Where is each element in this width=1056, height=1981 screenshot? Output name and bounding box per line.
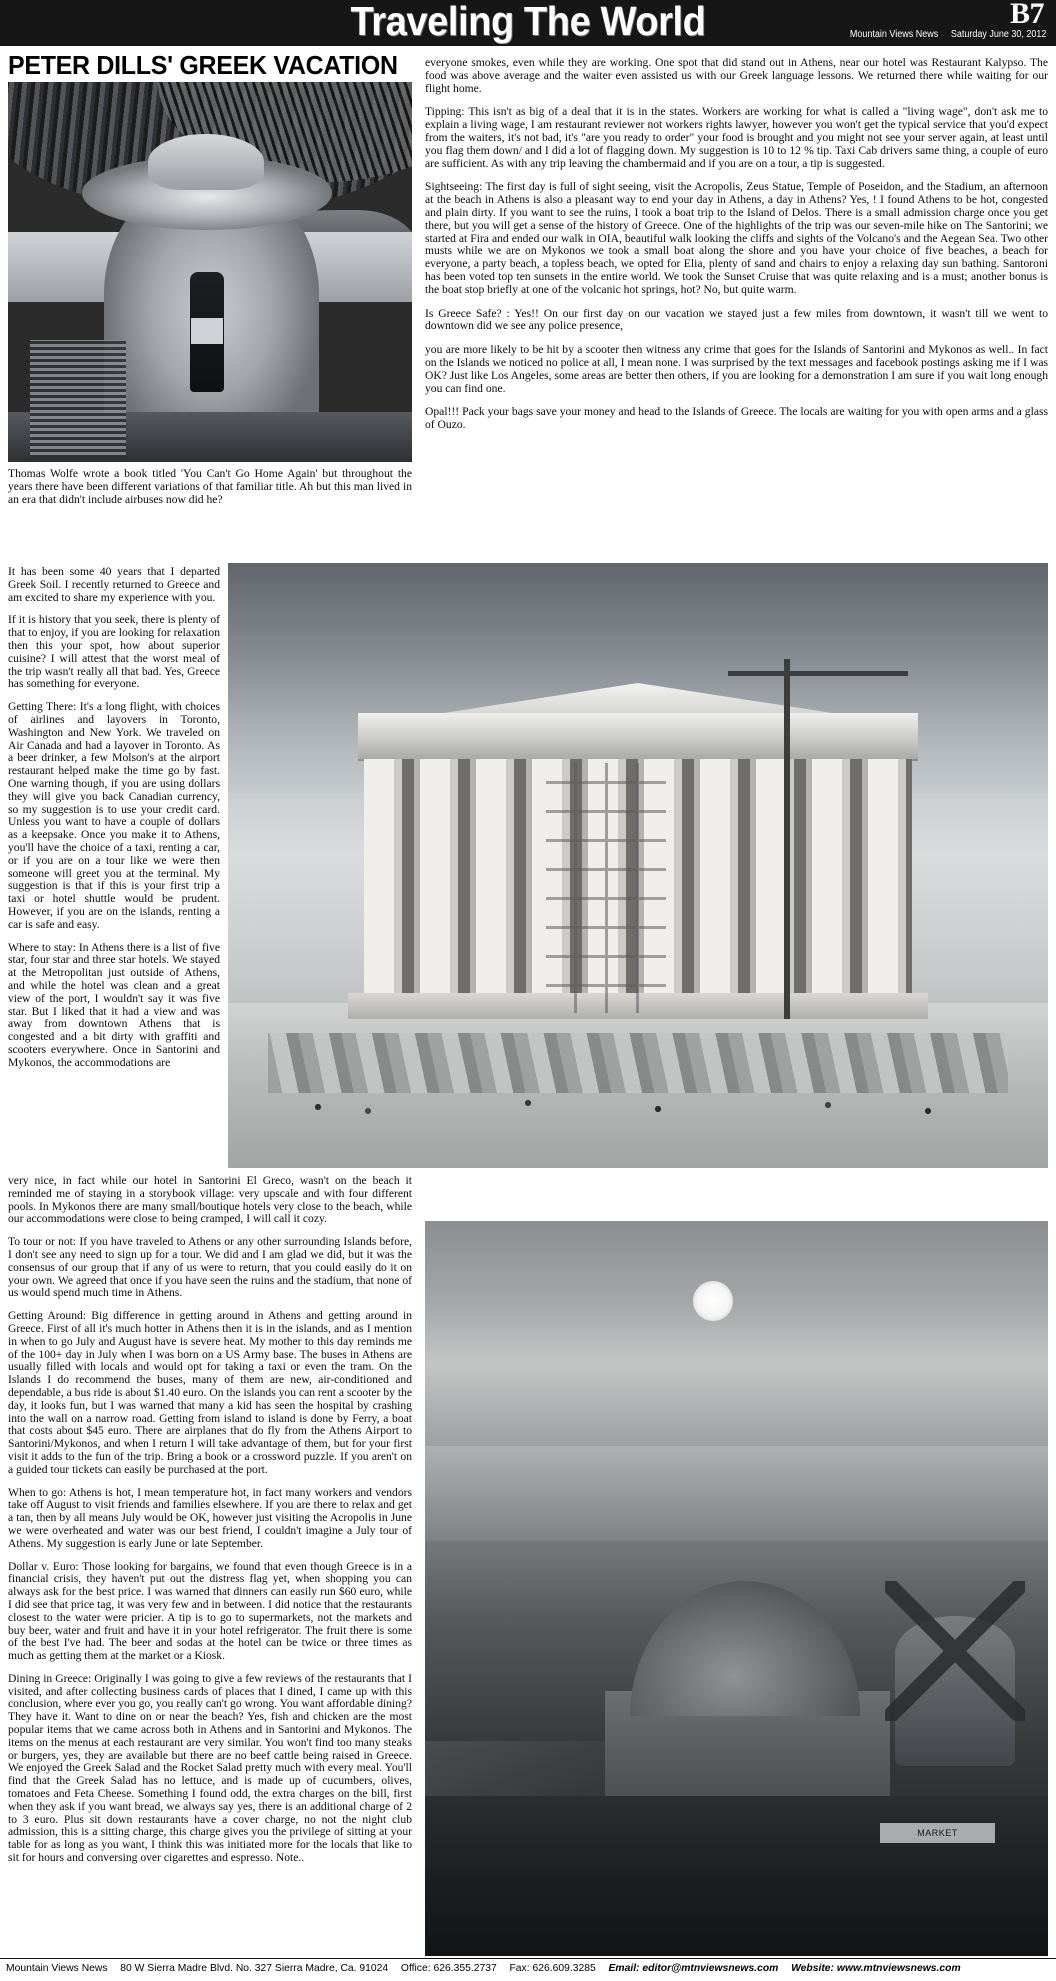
- paragraph: Thomas Wolfe wrote a book titled 'You Can't Go Home Again' but throughout the years there have been different variations of that familiar title. Ah but this man lived in an era that didn't include airbuses now did he?: [8, 467, 412, 506]
- footer-fax-number: 626.609.3285: [532, 1962, 596, 1974]
- page-title: Traveling The World: [350, 0, 706, 44]
- paragraph: To tour or not: If you have traveled to Athens or any other surrounding Islands before, I don't see any need to sign up for a tour. We did and I am glad we did, but it was the consensus of our group that if any of us were to return, that you could easily do it on your own. We agreed that once if you have seen the ruins and the stadium, that none of us would spend much time in Athens.: [8, 1235, 412, 1300]
- paragraph: Sightseeing: The first day is full of sight seeing, visit the Acropolis, Zeus Statue, Temple of Poseidon, and the Stadium, an afternoon at the beach in Athens is also a pleasant way to end your day in Athens, a day in Athens? Yes, ! I found Athens to be hot, congested and plain dirty. If you want to see the ruins, I took a boat trip to the Island of Delos. There is a small admission charge once you get there, but you will get a sense of the history of Greece. One of the highlights of the trip was our seven-mile hike on The Santorini; we started at Fira and ended our walk in OIA, beautiful walk looking the cliffs and sights of the Volcano's and the Aegean Sea. Two other musts while we are on Mykonos we took a small boat along the shore and you have your choice of five beaches, a beach for everyone, a party beach, a topless beach, we opted for Elia, plenty of sand and chairs to enjoy a relaxing day sun bathing. Santoroni has been voted top ten sunsets in the entire world. We took the Sunset Cruise that was quite relaxing and is a must; another bonus is the boat stop briefly at one of the volcanic hot springs, hot? No, but quite warm.: [425, 180, 1048, 296]
- paragraph: Is Greece Safe? : Yes!! On our first day on our vacation we stayed just a few miles from downtown, it wasn't till we went to downtown did we see any police presence,: [425, 306, 1048, 333]
- column-left-narrow: [8, 566, 220, 1069]
- crane-mast-shape: [784, 659, 790, 1019]
- footer-email-label: Email:: [608, 1962, 640, 1974]
- footer-publication: Mountain Views News: [6, 1962, 108, 1974]
- scaffolding-shape: [546, 763, 666, 1013]
- paragraph: Getting Around: Big difference in getting around in Athens and getting around in Greece. First of all it's much hotter in Athens then it is in the islands, and as I mention in when to go July and August have is severe heat. My mother to this day reminds me of the 100+ day in July when I was born on a US Army base. The buses in Athens are usually filled with locals and would opt for taking a taxi or even the tram. On the Islands I do recommend the buses, many of them are new, air-conditioned and dependable, a bus ride is about $1.40 euro. On the islands you can rent a scooter by the day, it looks fun, but I was warned that many a kid has seen the hospital by crashing into the wall on a narrow road. Getting from island to island is done by Ferry, a boat that costs about $45 euro. There are airplanes that do fly from the Athens Airport to Santorini/Mykonos, and when I return I will take advantage of them, but for your first visit it adds to the fun of the trip. Bring a book or a crossword puzzle. If you aren't on a guided tour tickets can easily be purchased at the port.: [8, 1309, 412, 1476]
- article-headline: PETER DILLS' GREEK VACATION: [8, 50, 398, 80]
- paragraph: If it is history that you seek, there is plenty of that to enjoy, if you are looking for relaxation then this your spot, how about superior cuisine? I will attest that the worst meal of the trip wasn't really all that bad. Yes, Greece has something for everyone.: [8, 613, 220, 691]
- paragraph: very nice, in fact while our hotel in Santorini El Greco, wasn't on the beach it reminded me of staying in a storybook village: very upscale and with four different pools. In Mykonos there are many small/boutique hotels very close to the beach, while our accommodations were close to being cramped, I will call it cozy.: [8, 1174, 412, 1226]
- paragraph: Tipping: This isn't as big of a deal that it is in the states. Workers are working for what is called a "living wage", don't ask me to explain a living wage, I am restaurant reviewer not workers rights lawyer, however you won't get the typical service that you'd expect from the waiters, it's not bad, it's "are you ready to order" your food is brought and you might not see your server again, at least until you flag them down/ and I did a lot of flagging down. My suggestion is 10 to 12 % tip. Taxi Cab drivers same thing, a couple of euro are sufficient. As with any trip leaving the chambermaid and if you are on a tour, a tip is suggested.: [425, 105, 1048, 170]
- footer-fax-label: Fax:: [509, 1962, 530, 1974]
- crane-jib-shape: [728, 671, 908, 676]
- windmill-blades-shape: [885, 1581, 1025, 1721]
- footer-website-label: Website:: [791, 1962, 835, 1974]
- masthead-publication: Mountain Views News: [849, 29, 938, 40]
- paragraph: Getting There: It's a long flight, with choices of airlines and layovers in Toronto, Washington and New York. We traveled on Air Canada and had a layover in Toronto. As a beer drinker, a few Molson's at the airport restaurant helped make the time go by fast. One warning though, if you are using dollars they will give you back Canadian currency, so my suggestion is to use your credit card. Unless you want to have a couple of dollars as a keepsake. Once you make it to Athens, you'll have the choice of a taxi, renting a car, or if you are on a tour like we were then someone will greet you at the terminal. My suggestion is that if this is your first trip a taxi or hotel shuttle would be prudent. However, if you are on the islands, renting a car is safe and easy.: [8, 700, 220, 931]
- paragraph: Opal!!! Pack your bags save your money and head to the Islands of Greece. The locals are waiting for you with open arms and a glass of Ouzo.: [425, 405, 1048, 432]
- footer-office-label: Office:: [400, 1962, 431, 1974]
- beer-bottle-label-shape: [191, 318, 223, 344]
- sky-shape: [425, 1221, 1048, 1451]
- wicker-chair-shape: [30, 340, 126, 458]
- footer-address: 80 W Sierra Madre Blvd. No. 327 Sierra Madre, Ca. 91024: [120, 1962, 389, 1974]
- masthead-date: Saturday June 30, 2012: [950, 29, 1046, 40]
- tourists-shape: [228, 1083, 1048, 1133]
- column-right-top: [425, 57, 1048, 432]
- market-sign-label: MARKET: [917, 1828, 958, 1838]
- photo-parthenon: [228, 563, 1048, 1168]
- market-sign: [880, 1823, 995, 1843]
- sun-shape: [693, 1281, 733, 1321]
- column-left-wide: [8, 1175, 412, 1865]
- sea-shape: [425, 1446, 1048, 1541]
- page-number-badge: B7: [1009, 0, 1044, 30]
- masthead-bar: [0, 0, 1056, 46]
- footer-website-url[interactable]: www.mtnviewsnews.com: [836, 1962, 961, 1974]
- footer-office-phone: 626.355.2737: [433, 1962, 497, 1974]
- paragraph: When to go: Athens is hot, I mean temperature hot, in fact many workers and vendors take off August to visit friends and families elsewhere. If you are there to relax and get a tan, then by all means July would be OK, however just visiting the Acropolis in June we were overheated and water was our best friend, I couldn't imagine a July tour of Athens. My suggestion is early June or late September.: [8, 1485, 412, 1550]
- paragraph: It has been some 40 years that I departed Greek Soil. I recently returned to Greece and am excited to share my experience with you.: [8, 565, 220, 604]
- masthead-subline: [849, 29, 1046, 41]
- paragraph: everyone smokes, even while they are working. One spot that did stand out in Athens, near our hotel was Restaurant Kalypso. The food was above average and the waiter even assisted us with our Greek language lessons. We returned there while waiting for our flight home.: [425, 56, 1048, 95]
- entablature-shape: [358, 713, 918, 759]
- paragraph: you are more likely to be hit by a scooter then witness any crime that goes for the Islands of Santorini and Mykonos as well.. In fact on the Islands we noticed no police at all, I mean none. I was surprised by the text messages and facebook postings asking me if I was OK? Just like Los Angeles, some areas are better then others, if you are looking for a demonstration I am sure if you wait long enough you can find one.: [425, 343, 1048, 395]
- footer-email-address[interactable]: editor@mtnviewsnews.com: [642, 1962, 779, 1974]
- photo-santorini-sunset: [425, 1221, 1048, 1956]
- paragraph: Dining in Greece: Originally I was going to give a few reviews of the restaurants that I visited, and after collecting business cards of places that I dined, I came up with this conclusion, where ever you go, you really can't go wrong. You want affordable dining? They have it. Want to dine on or near the beach? Yes, fish and chicken are the most popular items that we came across both in Athens and in Santorini and Mykonos. The items on the menus at each restaurant are very similar. You won't find too many steaks or burgers, yes, they are available but there are no beef cattle being raised in Greece. We enjoyed the Greek Salad and the Rocket Salad pretty much with every meal. You'll find that the Greek Salad has no lettuce, and is made up of cucumbers, olives, tomatoes and Feta Cheese. Something I found odd, the extra charges on the bill, first when they ask if you want bread, we always say yes, there is an additional charge of 2 to 3 euro. Plus sit down restaurants have a cover charge, no not the night club admission, this is a sitting charge, this charge gives you the privilege of sitting at your table for as long as you want, I think this was initiated more for the locals that like to sit for hours and conversing over cigarettes and espresso. Note..: [8, 1671, 412, 1865]
- photo-beach-traveler: [8, 82, 412, 462]
- footer-bar: [6, 1961, 1034, 1975]
- church-dome-shape: [630, 1581, 860, 1716]
- paragraph: Where to stay: In Athens there is a list of five star, four star and three star hotels. We stayed at the Metropolitan just outside of Athens, and while the hotel was clean and a great view of the port, I wouldn't say it was five star. But I liked that it had a view and was away from downtown Athens that is congested and a bit dirty with graffiti and scooters everywhere. Once in Santorini and Mykonos, the accommodations are: [8, 940, 220, 1069]
- paragraph: Dollar v. Euro: Those looking for bargains, we found that even though Greece is in a financial crisis, they haven't put out the distress flag yet, when shopping you can always ask for the best price. I was warned that dinners can easily run $60 euro, while I did see that price tag, it was very few and in between. I did notice that the restaurants closest to the water were pricier. A tip is to go to supermarkets, not the markets and buy beer, water and fruit and have it in your hotel refrigerator. The fruit there is some of the best I've had. The beer and sodas at the hotel can be twice or three times as much as getting them at the market or a Kiosk.: [8, 1559, 412, 1663]
- straw-hat-crown-shape: [148, 134, 264, 190]
- column-left-intro: [8, 468, 412, 506]
- foreground-shadow-shape: [425, 1796, 1048, 1956]
- footer-divider: [0, 1958, 1056, 1959]
